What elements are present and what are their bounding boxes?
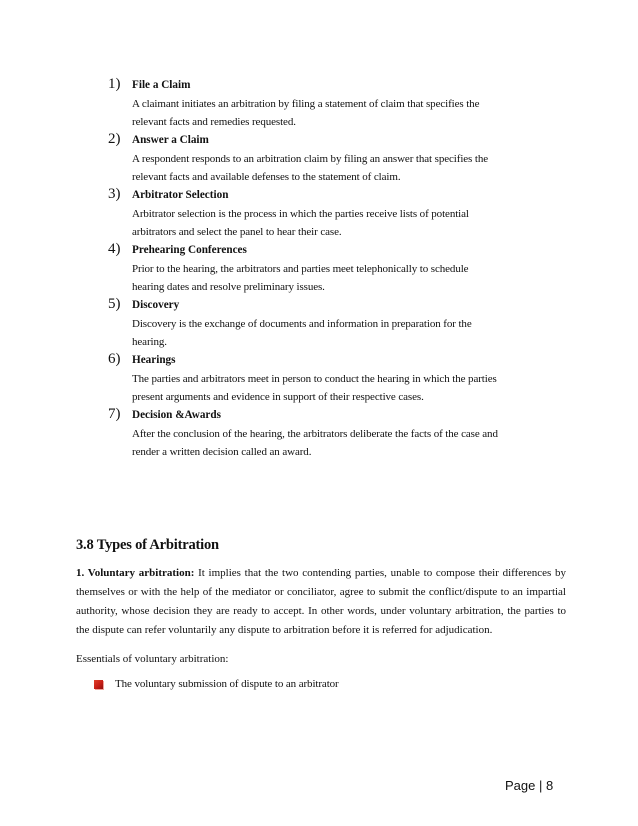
step-line: relevant facts and remedies requested.	[132, 116, 296, 128]
essentials-label: Essentials of voluntary arbitration:	[76, 653, 229, 665]
step-line: Prior to the hearing, the arbitrators and parties meet telephonically to schedule	[132, 263, 469, 275]
step-title: Discovery	[132, 299, 180, 311]
step-title: Decision &Awards	[132, 409, 221, 421]
step-description	[132, 150, 578, 186]
step-line: hearing.	[132, 336, 167, 348]
paragraph-lead: 1. Voluntary arbitration:	[76, 567, 195, 579]
arbitration-steps-list	[108, 76, 578, 461]
step-description	[132, 260, 578, 296]
bullet-item	[94, 678, 566, 690]
step-line: relevant facts and available defenses to the statement of claim.	[132, 171, 401, 183]
bullet-text: The voluntary submission of dispute to an arbitrator	[115, 678, 339, 690]
step-number: 6)	[108, 351, 121, 367]
step-number: 4)	[108, 241, 121, 257]
step-line: arbitrators and select the panel to hear their case.	[132, 226, 342, 238]
step-line: Arbitrator selection is the process in which the parties receive lists of potential	[132, 208, 469, 220]
step-title: Arbitrator Selection	[132, 189, 229, 201]
step-line: After the conclusion of the hearing, the arbitrators deliberate the facts of the case and	[132, 428, 498, 440]
step-description	[132, 370, 578, 406]
step-line: hearing dates and resolve preliminary issues.	[132, 281, 325, 293]
step-item	[108, 351, 578, 406]
types-of-arbitration-section	[76, 537, 566, 690]
step-item	[108, 131, 578, 186]
step-title: File a Claim	[132, 79, 191, 91]
step-line: A respondent responds to an arbitration claim by filing an answer that specifies the	[132, 153, 489, 165]
step-description	[132, 425, 578, 461]
step-item	[108, 406, 578, 461]
step-line: Discovery is the exchange of documents and information in preparation for the	[132, 318, 472, 330]
step-number: 3)	[108, 186, 121, 202]
square-bullet-icon	[94, 680, 103, 689]
step-number: 5)	[108, 296, 121, 312]
step-item	[108, 296, 578, 351]
step-item	[108, 186, 578, 241]
step-title: Answer a Claim	[132, 134, 209, 146]
step-number: 7)	[108, 406, 121, 422]
voluntary-arbitration-paragraph	[76, 564, 566, 640]
paragraph-text: It implies that the two contending parties, unable to compose their differences by themselves or with the help of the mediator or conciliator, agree to submit the conflict/dispute to an impartial authority, whose decision they are ready to accept. In other words, under voluntary arbitration, the parties to the dispute can refer voluntarily any dispute to arbitration before it is referred for adjudication.	[76, 567, 566, 636]
step-description	[132, 205, 578, 241]
section-heading: 3.8 Types of Arbitration	[76, 537, 219, 553]
step-item	[108, 241, 578, 296]
step-description	[132, 95, 578, 131]
page-number: Page | 8	[505, 778, 554, 793]
step-line: A claimant initiates an arbitration by filing a statement of claim that specifies the	[132, 98, 480, 110]
step-number: 2)	[108, 131, 121, 147]
step-number: 1)	[108, 76, 121, 92]
step-line: present arguments and evidence in support of their respective cases.	[132, 391, 424, 403]
step-title: Prehearing Conferences	[132, 244, 247, 256]
step-title: Hearings	[132, 354, 176, 366]
step-line: render a written decision called an award.	[132, 446, 312, 458]
step-description	[132, 315, 578, 351]
step-line: The parties and arbitrators meet in person to conduct the hearing in which the parties	[132, 373, 497, 385]
step-item	[108, 76, 578, 131]
